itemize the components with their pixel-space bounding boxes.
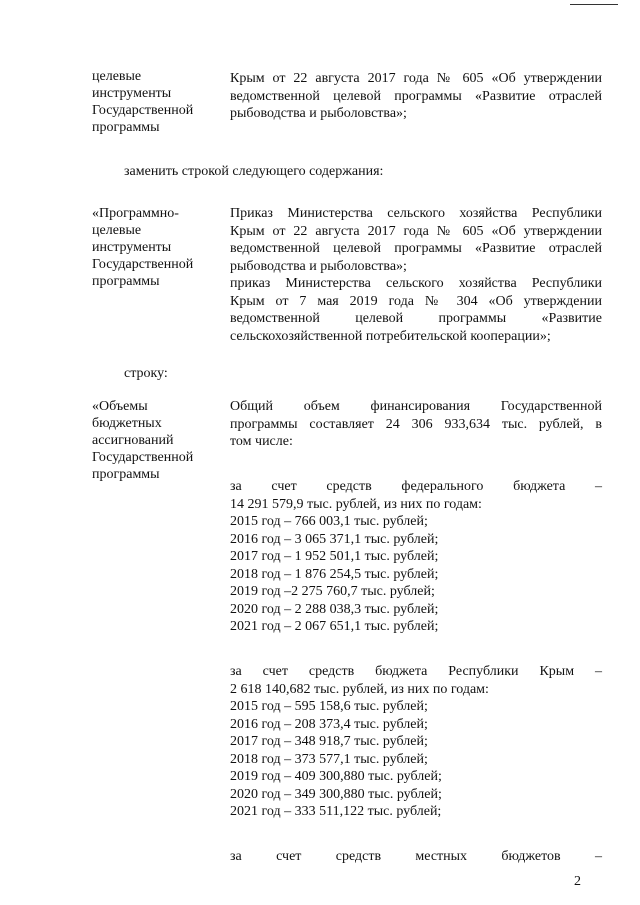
republic-year: 2019 год – 409 300,880 тыс. рублей; (230, 769, 442, 784)
page-number: 2 (574, 874, 581, 889)
republic-year: 2020 год – 349 300,880 тыс. рублей; (230, 786, 442, 802)
republic-head: 2 618 140,682 тыс. рублей, из них по годам: (230, 681, 489, 697)
federal-head: 14 291 579,9 тыс. рублей, из них по годам: (230, 496, 482, 512)
label-line: Государственной (92, 103, 194, 118)
label-line: программы (92, 120, 160, 135)
republic-year: 2015 год – 595 158,6 тыс. рублей; (230, 699, 428, 714)
republic-year: 2018 год – 373 577,1 тыс. рублей; (230, 751, 428, 767)
federal-year: 2018 год – 1 876 254,5 тыс. рублей; (230, 566, 439, 582)
row2-label (92, 205, 217, 290)
value-line: Приказ Министерства сельского хозяйства Республики (230, 206, 602, 221)
string-instruction: строку: (124, 366, 168, 381)
row1-value (230, 70, 602, 123)
row1-label (92, 68, 217, 136)
federal-year: 2021 год – 2 067 651,1 тыс. рублей; (230, 619, 439, 634)
row2-value (230, 205, 602, 345)
republic-head: за счет средств бюджета Республики Крым – (230, 664, 602, 679)
replace-instruction: заменить строкой следующего содержания: (124, 164, 384, 179)
value-line: ведомственной целевой программы «Развитие (230, 311, 602, 326)
federal-year: 2020 год – 2 288 038,3 тыс. рублей; (230, 601, 439, 617)
label-line: программы (92, 274, 160, 289)
value-line: программы составляет 24 306 933,634 тыс. рублей, в (230, 416, 602, 432)
value-line: Крым от 22 августа 2017 года № 605 «Об утверждении (230, 223, 602, 239)
local-head: за счет средств местных бюджетов – (230, 849, 602, 864)
republic-year: 2017 год – 348 918,7 тыс. рублей; (230, 734, 428, 749)
label-line: инструменты (92, 240, 172, 255)
value-line: рыбоводства и рыболовства»; (230, 106, 407, 121)
label-line: бюджетных (92, 416, 162, 431)
federal-head: за счет средств федерального бюджета – (230, 479, 602, 494)
federal-year: 2015 год – 766 003,1 тыс. рублей; (230, 514, 428, 529)
value-line: ведомственной целевой программы «Развитие отраслей (230, 88, 602, 104)
federal-year: 2017 год – 1 952 501,1 тыс. рублей; (230, 549, 439, 564)
republic-year: 2021 год – 333 511,122 тыс. рублей; (230, 804, 442, 819)
row3-value (230, 398, 602, 866)
label-line: «Объемы (92, 399, 148, 414)
label-line: Государственной (92, 450, 194, 465)
label-line: Государственной (92, 257, 194, 272)
republic-year: 2016 год – 208 373,4 тыс. рублей; (230, 716, 428, 732)
value-line: Крым от 7 мая 2019 года № 304 «Об утверждении (230, 293, 602, 309)
label-line: «Программно- (92, 206, 179, 221)
label-line: ассигнований (92, 433, 174, 448)
label-line: программы (92, 467, 160, 482)
value-line: Крым от 22 августа 2017 года № 605 «Об утверждении (230, 71, 602, 86)
value-line: Общий объем финансирования Государственной (230, 399, 602, 414)
top-rule (570, 4, 618, 5)
label-line: инструменты (92, 86, 172, 101)
value-line: сельскохозяйственной потребительской кооперации»; (230, 328, 551, 344)
label-line: целевые (92, 223, 142, 238)
label-line: целевые (92, 69, 142, 84)
federal-year: 2016 год – 3 065 371,1 тыс. рублей; (230, 531, 439, 547)
value-line: рыбоводства и рыболовства»; (230, 258, 407, 274)
federal-year: 2019 год –2 275 760,7 тыс. рублей; (230, 584, 435, 599)
value-line: ведомственной целевой программы «Развитие отраслей (230, 241, 602, 256)
row3-label (92, 398, 217, 483)
value-line: том числе: (230, 434, 293, 449)
value-line: приказ Министерства сельского хозяйства Республики (230, 276, 602, 291)
